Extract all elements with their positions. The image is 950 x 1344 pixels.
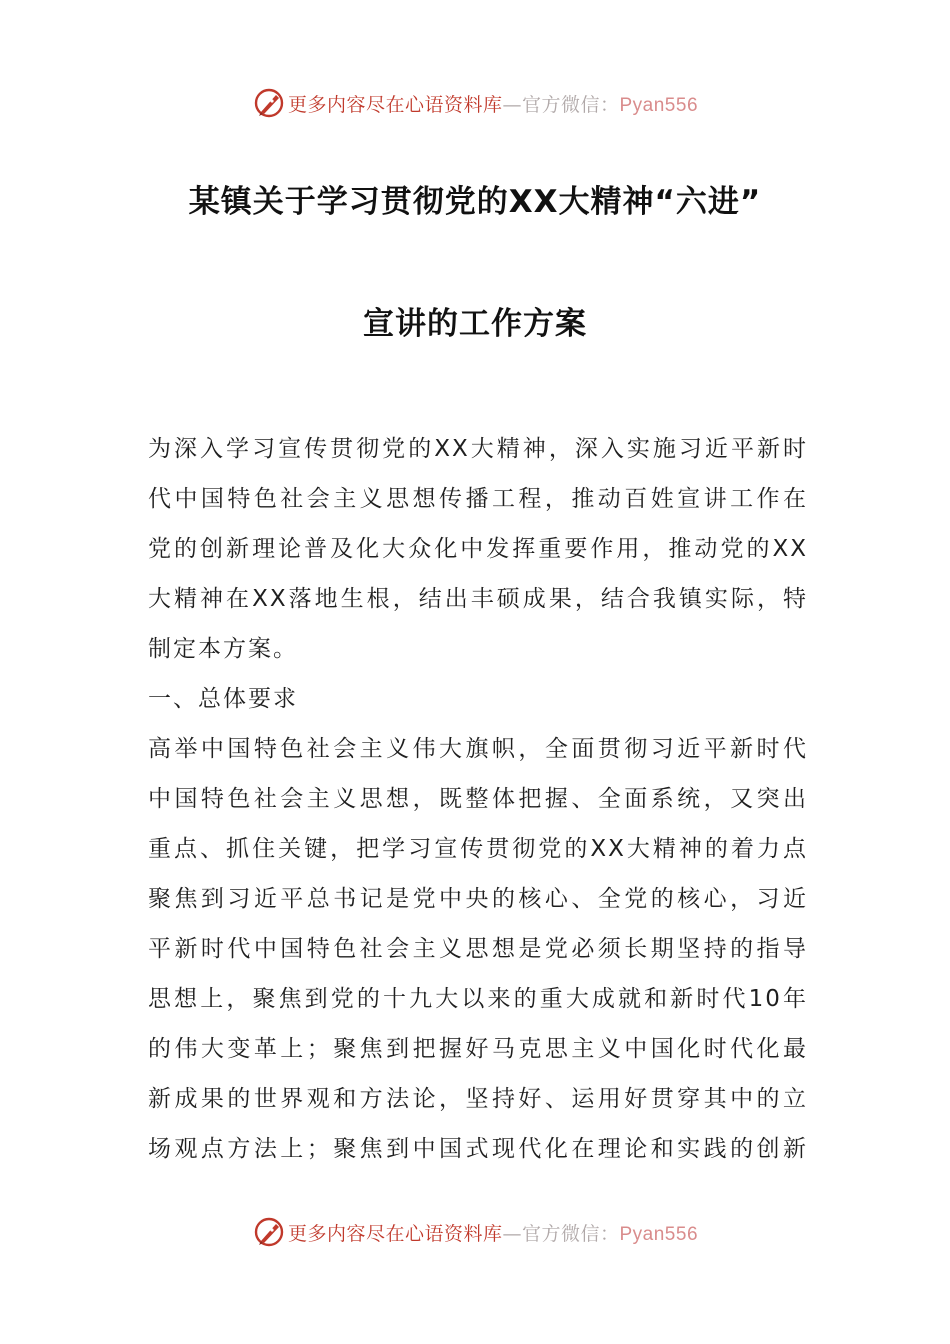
banner-dash: — xyxy=(502,93,522,116)
banner-dash: — xyxy=(502,1222,522,1245)
brand-text: 更多内容尽在心语资料库 xyxy=(287,1222,503,1245)
body-line: 重点、抓住关键，把学习宣传贯彻党的XX大精神的着力点 xyxy=(148,836,808,862)
banner-text xyxy=(288,90,698,117)
wechat-id: Pyan556 xyxy=(619,1223,699,1245)
brand-text: 更多内容尽在心语资料库 xyxy=(287,93,503,116)
body-line: 党的创新理论普及化大众化中发挥重要作用，推动党的XX xyxy=(148,536,808,562)
body-line: 新成果的世界观和方法论，坚持好、运用好贯穿其中的立 xyxy=(148,1086,808,1112)
document-body xyxy=(148,424,808,1174)
body-line: 为深入学习宣传贯彻党的XX大精神，深入实施习近平新时 xyxy=(148,436,808,462)
body-line: 场观点方法上；聚焦到中国式现代化在理论和实践的创新 xyxy=(148,1136,808,1162)
document-title-line-1: 某镇关于学习贯彻党的XX大精神“六进” xyxy=(188,184,762,220)
body-line: 平新时代中国特色社会主义思想是党必须长期坚持的指导 xyxy=(148,936,808,962)
banner-text xyxy=(288,1219,698,1246)
body-line: 中国特色社会主义思想，既整体把握、全面系统，又突出 xyxy=(148,786,808,812)
wechat-id: Pyan556 xyxy=(619,94,699,116)
pen-logo-icon xyxy=(252,86,286,120)
wechat-label: 官方微信： xyxy=(521,93,620,116)
wechat-label: 官方微信： xyxy=(521,1222,620,1245)
body-line: 的伟大变革上；聚焦到把握好马克思主义中国化时代化最 xyxy=(148,1036,808,1062)
header-banner xyxy=(0,83,950,123)
footer-banner xyxy=(0,1212,950,1252)
body-line: 制定本方案。 xyxy=(148,636,298,662)
document-title-line-2: 宣讲的工作方案 xyxy=(363,306,587,342)
body-line: 大精神在XX落地生根，结出丰硕成果，结合我镇实际，特 xyxy=(148,586,808,612)
section-heading: 一、总体要求 xyxy=(148,686,298,712)
body-line: 思想上，聚焦到党的十九大以来的重大成就和新时代10年 xyxy=(148,986,808,1012)
body-line: 聚焦到习近平总书记是党中央的核心、全党的核心，习近 xyxy=(148,886,808,912)
body-line: 高举中国特色社会主义伟大旗帜，全面贯彻习近平新时代 xyxy=(148,736,808,762)
pen-logo-icon xyxy=(252,1215,286,1249)
body-line: 代中国特色社会主义思想传播工程，推动百姓宣讲工作在 xyxy=(148,486,808,512)
